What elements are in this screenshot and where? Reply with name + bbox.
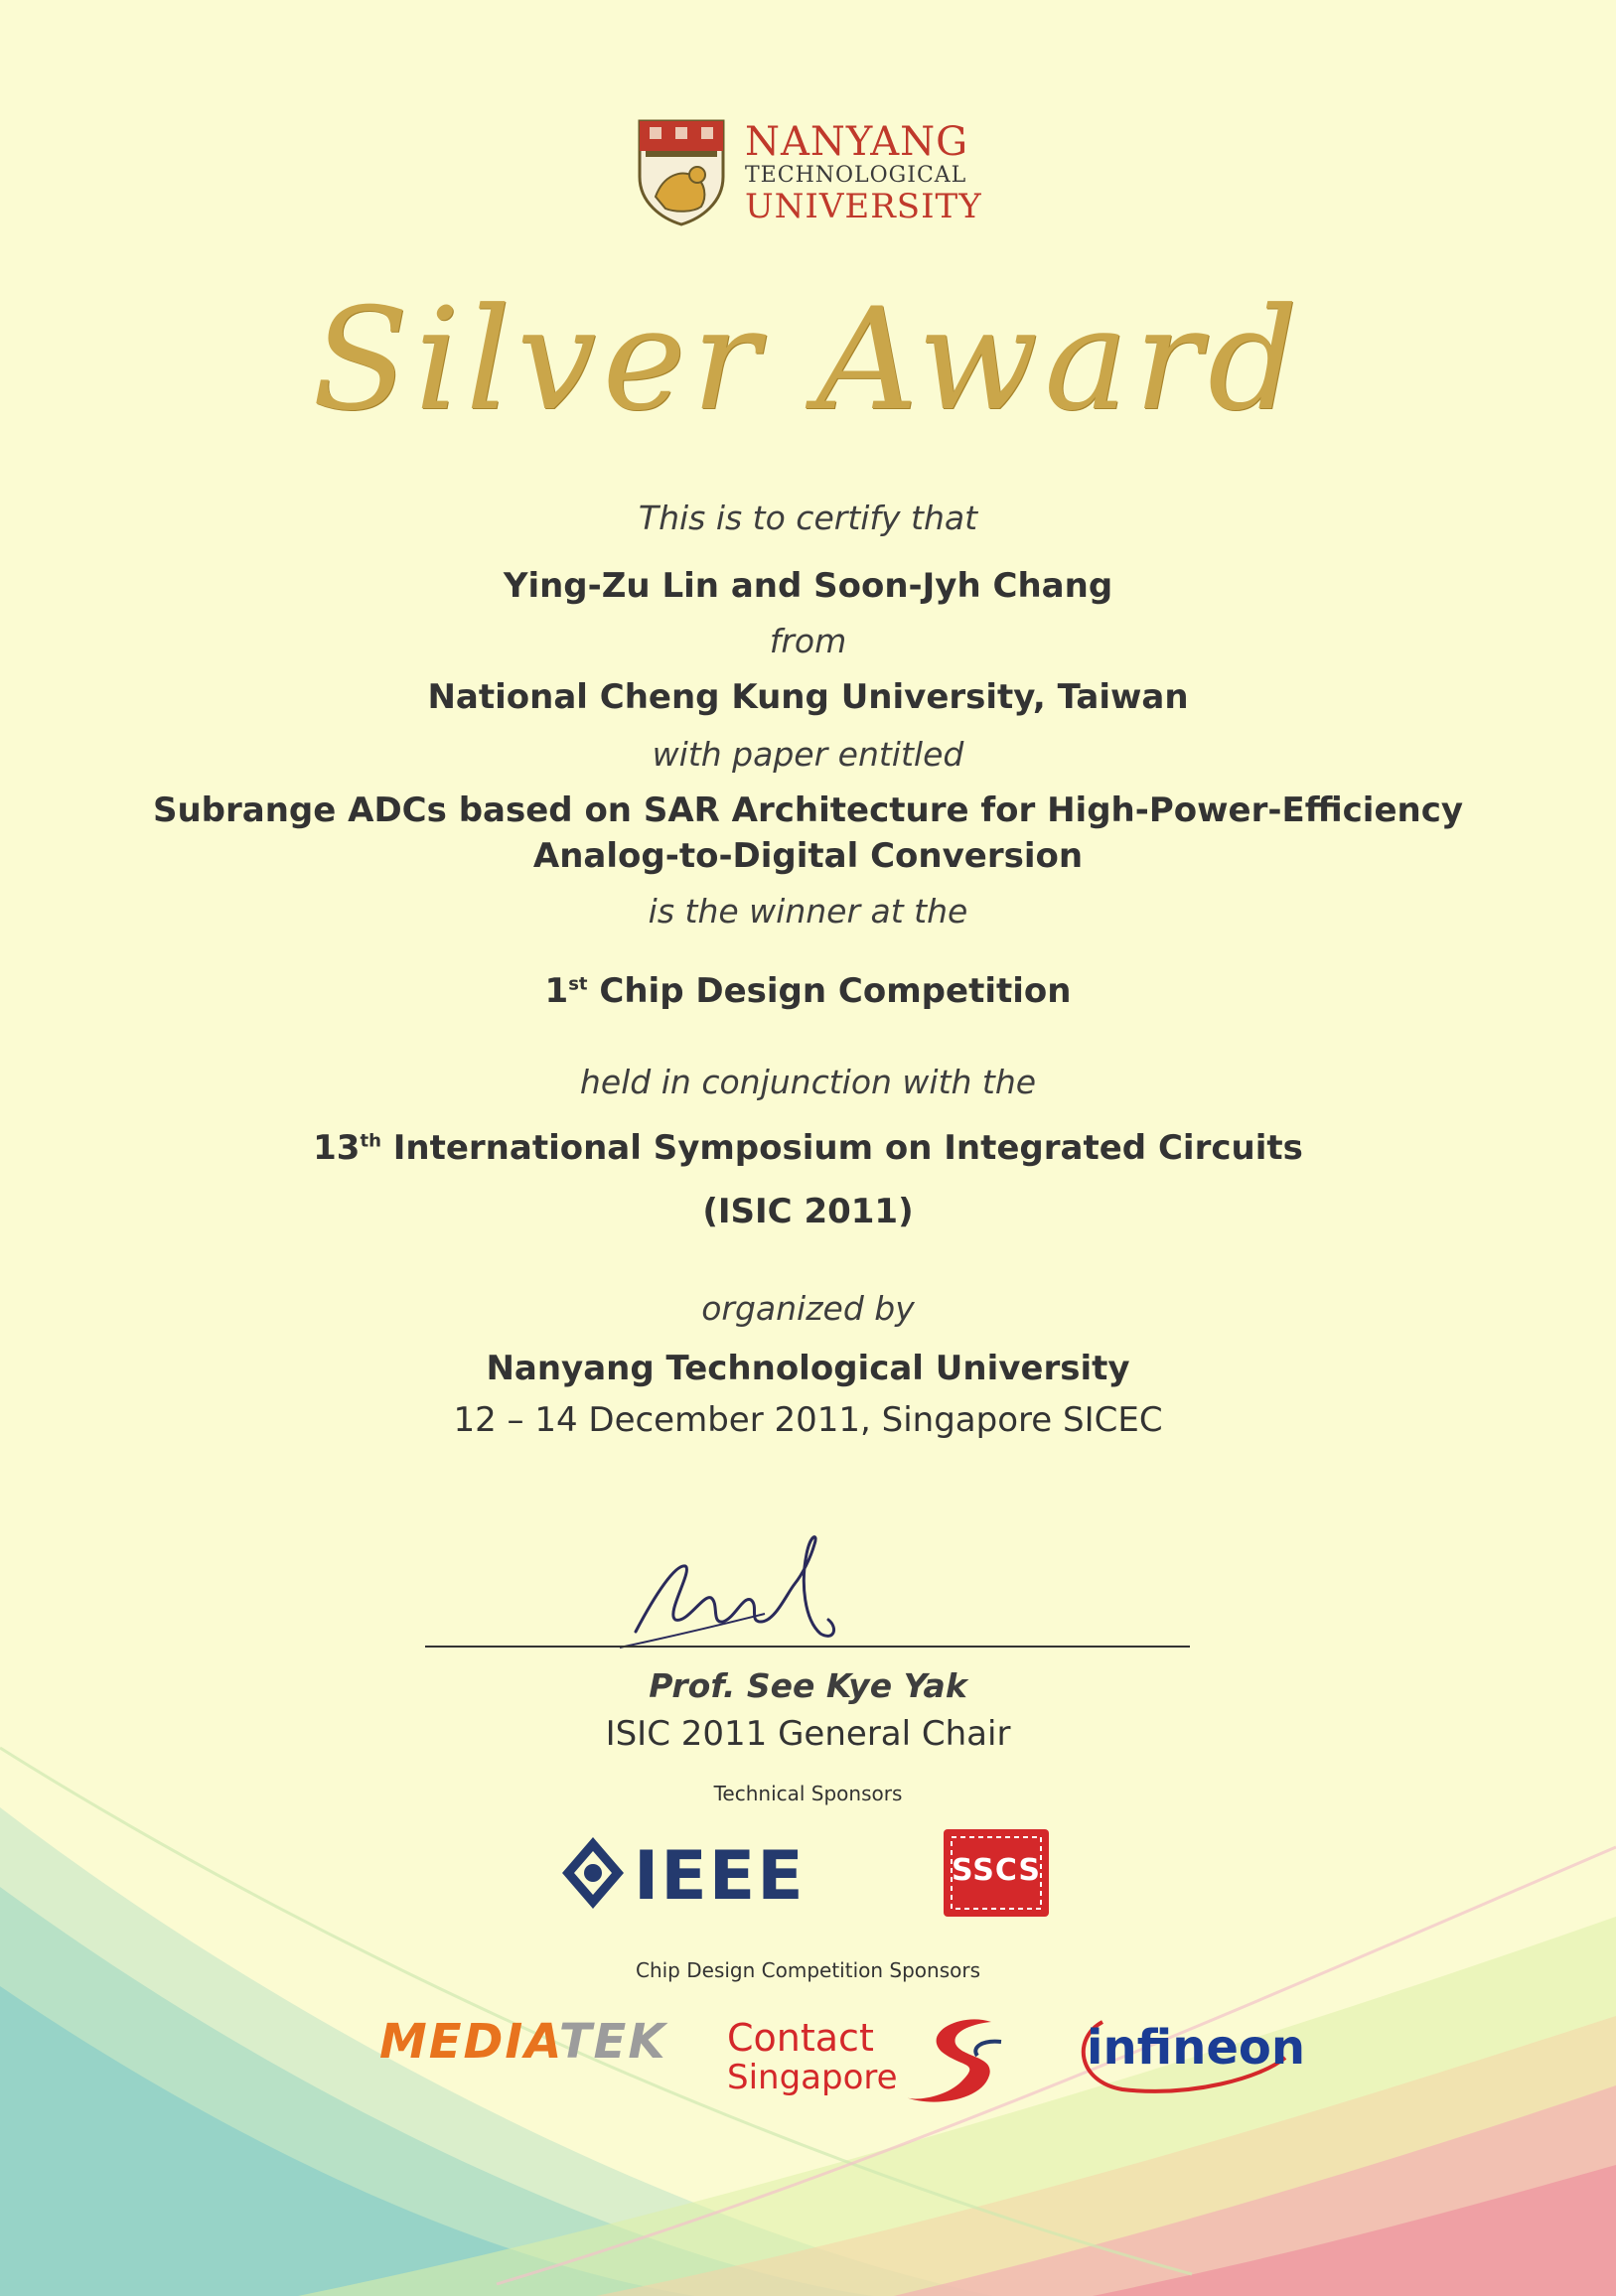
signature	[616, 1524, 944, 1653]
mediatek-text-a: MEDIA	[379, 2014, 559, 2070]
competition-ordinal: 1	[544, 971, 569, 1011]
ntu-logo	[636, 117, 993, 226]
recipients: Ying-Zu Lin and Soon-Jyh Chang	[503, 566, 1113, 606]
symposium-ordinal: 13	[313, 1128, 361, 1168]
sscs-logo	[938, 1823, 1055, 1923]
ieee-diamond-icon	[558, 1833, 628, 1913]
organizer: Nanyang Technological University	[486, 1349, 1130, 1388]
infineon-logo	[1073, 2008, 1306, 2097]
certify-intro: This is to certify that	[638, 499, 978, 537]
ieee-logo	[558, 1829, 816, 1919]
institution: National Cheng Kung University, Taiwan	[427, 677, 1189, 717]
singapore-text: Singapore	[727, 2058, 898, 2097]
university-name-line2: TECHNOLOGICAL	[745, 163, 967, 188]
competition-name	[0, 971, 1616, 1011]
technical-sponsors-label: Technical Sponsors	[713, 1782, 903, 1805]
from-label: from	[769, 622, 847, 660]
competition-sponsors-label: Chip Design Competition Sponsors	[635, 1958, 980, 1982]
symposium-name	[0, 1128, 1616, 1168]
paper-title-line1: Subrange ADCs based on SAR Architecture for High-Power-Efficiency	[152, 790, 1464, 830]
winner-intro: is the winner at the	[648, 892, 968, 931]
award-title: Silver Award	[312, 278, 1304, 442]
symposium-abbrev: (ISIC 2011)	[702, 1192, 914, 1231]
conjunction-intro: held in conjunction with the	[579, 1063, 1037, 1101]
date-venue: 12 – 14 December 2011, Singapore SICEC	[453, 1400, 1163, 1440]
symposium-title: International Symposium on Integrated Circuits	[392, 1128, 1303, 1168]
paper-intro: with paper entitled	[652, 735, 964, 774]
signature-line	[425, 1646, 1190, 1648]
contact-text: Contact	[727, 2016, 874, 2060]
sscs-text: SSCS	[951, 1853, 1042, 1888]
contact-singapore-logo	[727, 2016, 1015, 2115]
organized-intro: organized by	[701, 1289, 915, 1328]
competition-ordinal-suffix: st	[568, 973, 588, 995]
mediatek-text-b: TEK	[558, 2014, 667, 2070]
mediatek-logo	[379, 2014, 667, 2070]
infineon-text: infineon	[1087, 2020, 1306, 2076]
signatory-role: ISIC 2011 General Chair	[605, 1714, 1011, 1754]
signatory-name: Prof. See Kye Yak	[649, 1666, 967, 1705]
ntu-crest-icon	[636, 117, 727, 226]
ieee-text: IEEE	[634, 1837, 806, 1916]
competition-title: Chip Design Competition	[599, 971, 1072, 1011]
paper-title-line2: Analog-to-Digital Conversion	[532, 836, 1084, 876]
symposium-ordinal-suffix: th	[360, 1130, 381, 1152]
university-name-line3: UNIVERSITY	[745, 187, 982, 226]
university-name-line1: NANYANG	[745, 119, 969, 165]
contact-swoosh-icon	[902, 2012, 1011, 2111]
